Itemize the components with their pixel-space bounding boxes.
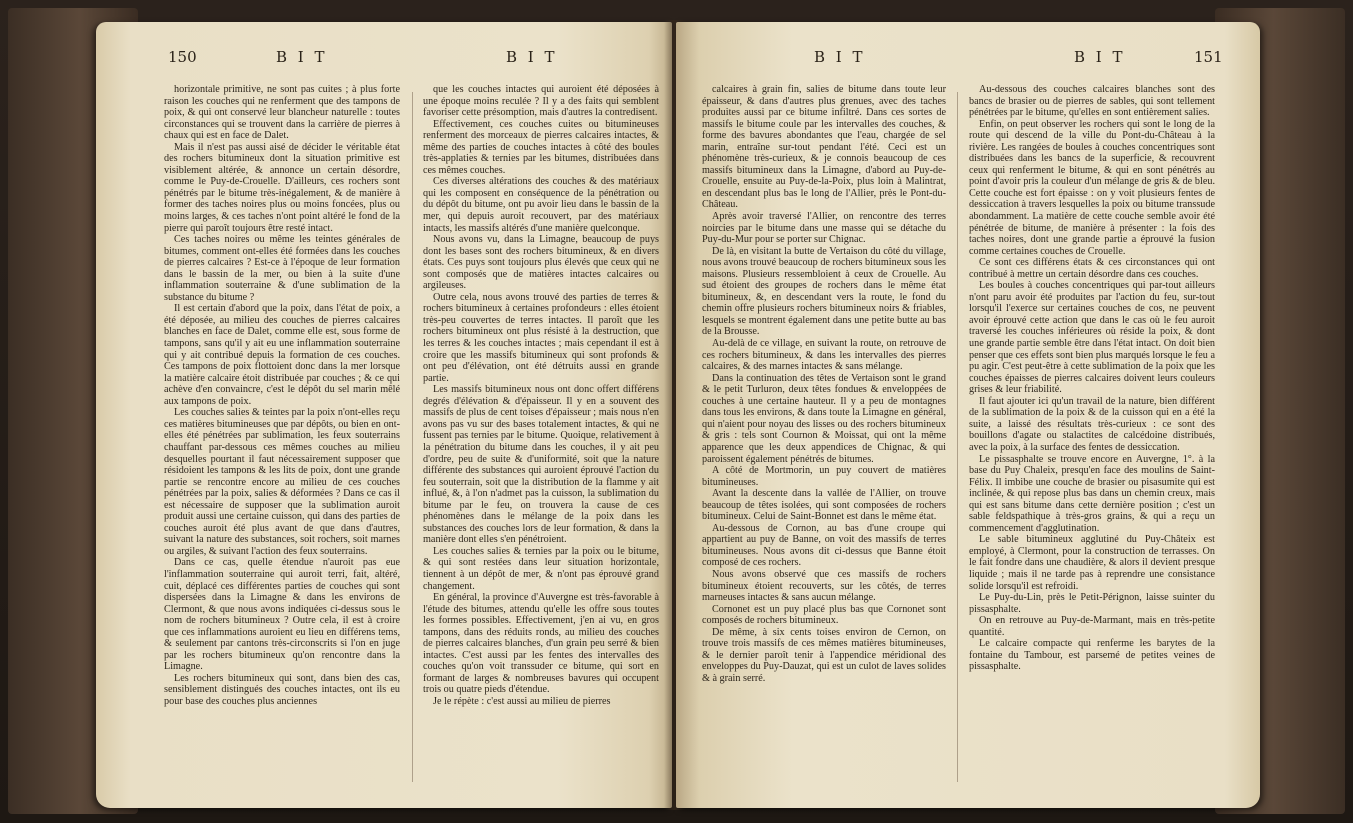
left-running-head-2: B I T: [506, 48, 558, 66]
paragraph: Dans ce cas, quelle étendue n'auroit pas eue l'inflammation souterraine qui auroit terri, fait, altéré, cuit, déplacé ces différentes parties de couches qui sont dispersées dans la Limagne & dans les environs de Clermont, & que nous avons indiquées ci-dessus sous le nom de rochers bitumineux ? Outre cela, il est à croire que ces inflammations auroient eu lieu en différens tems, & seulement par cantons très-circonscrits si l'on en juge par les rochers bitumineux qu'on rencontre dans la Limagne.: [164, 557, 400, 673]
paragraph: Il faut ajouter ici qu'un travail de la nature, bien différent de la sublimation de la poix & de la cuisson qui en a été la suite, a laissé des résultats très-curieux : ce sont des bouillons d'agate ou stalactites de calcédoine distribués, avec la poix, à la surface des fentes de dessiccation.: [969, 395, 1215, 453]
paragraph: De là, en visitant la butte de Vertaison du côté du village, nous avons trouvé beaucoup de rochers bitumineux sous les maisons. Plusieurs ressembloient à ceux de Crouelle. Au sud étoient des groupes de rochers dans le même état bitumineux, &, en descendant vers la route, le fond du chemin offre plusieurs rochers bitumineux noirs & friables, lesquels se montrent également dans une petite butte au bas de la Brousse.: [702, 245, 946, 338]
left-page: [96, 22, 672, 808]
right-page-number: 151: [1194, 48, 1223, 66]
paragraph: Enfin, on peut observer les rochers qui sont le long de la route qui descend de la ville du Pont-du-Château à la rivière. Les rangées de boules à couches concentriques sont distribuées dans les bancs de la superficie, & recouvrent ceux qui renferment le bitume, & qui en sont pénétrés au point d'avoir pris la couleur d'un mélange de gris & de bleu. Cette couche est fort épaisse : on y voit plusieurs fentes de dessiccation à travers lesquelles la poix ou bitume transsude abondamment. La matière de cette couche semble avoir été pénétrée de bitume, de manière à présenter : la fois des taches noires, dont une grande partie a éprouvé la fusion comme certaines couches de Crouelle.: [969, 118, 1215, 257]
paragraph: horizontale primitive, ne sont pas cuites ; à plus forte raison les couches qui ne renferment que des tampons de poix, & qui ont conservé leur blancheur naturelle : toutes circonstances qui se trouvent dans la carrière de pierres à chaux qui est en face de Dalet.: [164, 84, 400, 142]
paragraph: Cornonet est un puy placé plus bas que Cornonet sont composés de rochers bitumineux.: [702, 603, 946, 627]
paragraph: Après avoir traversé l'Allier, on rencontre des terres noircies par le bitume dans une masse qui se détache du Puy-du-Mur pour se porter sur Chignac.: [702, 211, 946, 246]
paragraph: Mais il n'est pas aussi aisé de décider le véritable état des rochers bitumineux dont la situation primitive est visiblement altérée, & annonce un certain désordre, comme le Puy-de-Crouelle. D'ailleurs, ces rochers sont pénétrés par le bitume très-inégalement, & de manière à former des taches noires plus ou moins foncées, plus ou moins larges, & ces taches n'ont point altéré le fond de la pierre qui paroît toujours être resté intact.: [164, 141, 400, 234]
paragraph: Le Puy-du-Lin, près le Petit-Pérignon, laisse suinter du pissasphalte.: [969, 592, 1215, 615]
paragraph: Nous avons vu, dans la Limagne, beaucoup de puys dont les bases sont des rochers bitumineux, & en divers états. Ces puys sont toujours plus élevés que ceux qui ne sont composés que de matières intactes calcaires ou argileuses.: [423, 234, 659, 292]
paragraph: Les boules à couches concentriques qui par-tout ailleurs n'ont paru avoir été produites par l'action du feu, sur-tout lorsqu'il l'exerce sur certaines couches de cos, ne peuvent avoir éprouvé cette action que dans le cas où le feu auroit traversé les couches inférieures où réside la poix, & dont une grande partie semble être dans l'état intact. On doit bien penser que ces effets sont bien plus marqués lorsque le feu a pu agir. C'est peut-être à cette sublimation de la poix que les couches épaisses de pierres calcaires doivent leurs couleurs grises & leur friabilité.: [969, 280, 1215, 396]
paragraph: Dans la continuation des têtes de Vertaison sont le grand & le petit Turluron, deux têtes fondues & enveloppées de couches à une certaine hauteur. Il y a peu de montagnes dans tous les environs, & dans toute la Limagne en général, qui n'aient pour noyau des lisses ou des rochers bitumineux & gris : tels sont Cournon & Moissat, qui ont la même apparence que les deux appendices de Chignac, & qui paroissent également pénétrés de bitumes.: [702, 372, 946, 465]
right-page: [676, 22, 1260, 808]
paragraph: Ce sont ces différens états & ces circonstances qui ont contribué à mettre un certain désordre dans ces couches.: [969, 257, 1215, 280]
right-page-column-1: [702, 84, 946, 794]
paragraph: Nous avons observé que ces massifs de rochers bitumineux étoient recouverts, sur les côtés, de terres marneuses intactes & sans aucun mélange.: [702, 568, 946, 604]
right-running-head-2: B I T: [1074, 48, 1126, 66]
paragraph: Le sable bitumineux agglutiné du Puy-Châteix est employé, à Clermont, pour la construction de terrasses. On le fait fondre dans une chaudière, & alors il devient presque liquide ; mais il ne tarde pas à reprendre une consistance solide lorsqu'il est refroidi.: [969, 534, 1215, 592]
paragraph: Outre cela, nous avons trouvé des parties de terres & rochers bitumineux à certaines profondeurs : elles étoient très-peu couvertes de terres intactes. Il paroît que les rochers bitumineux ont plus résisté à la destruction, que les terres & les couches intactes ; mais cependant il est à croire que les massifs bitumineux qui sont profonds & ont peu d'élévation, ont été détruits aussi en grande partie.: [423, 291, 659, 384]
paragraph: Je le répète : c'est aussi au milieu de pierres: [433, 695, 611, 707]
paragraph: calcaires à grain fin, salies de bitume dans toute leur épaisseur, & dans d'autres plus grenues, avec des taches produites aussi par ce bitume infiltré. Dans ces sortes de massifs le bitume coule par les intervalles des couches, & forme des bavures abondantes que l'eau, chargée de sel marin, entraîne sur-tout pendant l'été. Ceci est un phénomène très-curieux, & je connois beaucoup de ces massifs bitumineux dans la Limagne, d'abord au Puy-de-Crouelle, ensuite au Puy-de-la-Poix, plus loin à Malintrat, en descendant plus bas le long de l'Allier, près le Pont-du-Château.: [702, 84, 946, 211]
left-page-header: [168, 48, 638, 76]
paragraph: Ces diverses altérations des couches & des matériaux qui les composent en conséquence de la pénétration ou du dépôt du bitume, ont pu avoir lieu dans le bassin de la mer, qui depuis auroit recouvert, par des matériaux intacts, les massifs altérés d'une manière quelconque.: [423, 176, 659, 234]
paragraph: Avant la descente dans la vallée de l'Allier, on trouve beaucoup de têtes isolées, qui sont composées de rochers bitumineux. Celui de Saint-Bonnet est dans le même état.: [702, 488, 946, 523]
left-page-column-1: [164, 84, 400, 794]
left-page-number: 150: [168, 48, 197, 66]
paragraph: Ces taches noires ou même les teintes générales de bitumes, comment ont-elles été formées dans les couches de pierres calcaires ? Est-ce à l'époque de leur formation dans le bassin de la mer, ou bien à la suite d'une inflammation souterraine & d'une sublimation de la substance du bitume ?: [164, 234, 400, 303]
paragraph: De même, à six cents toises environ de Cernon, on trouve trois massifs de ces mêmes matières bitumineuses, & le dernier paroît tenir à l'appendice méridional des enveloppes du Puy-Dauzat, qui est un culot de laves solides & à grain serré.: [702, 626, 946, 684]
left-page-column-2: [423, 84, 659, 794]
paragraph: que les couches intactes qui auroient été déposées à une époque moins reculée ? Il y a des faits qui semblent favoriser cette présomption, mais d'autres la contredisent.: [423, 84, 659, 119]
paragraph: Les massifs bitumineux nous ont donc offert différens degrés d'élévation & d'épaisseur. Il y en a souvent des massifs de plus de cent toises d'épaisseur ; mais nous n'en avons pas vu sur des bases totalement intactes, & qui ne fussent pas ternies par le bitume. Quoique, relativement à la pénétration du bitume dans les couches, il y ait peu d'ordre, peu de suite & d'uniformité, soit que la nature différente des substances qui auroient éprouvé l'action du feu souterrain, soit que la distribution de la flamme y ait influé, &, à l'on n'admet pas la cuisson, la sublimation du bitume par le feu, on trouvera la cause de ces phénomènes dans le mélange de la poix dans les substances des couches lors de leur formation, & dans la manière dont elles s'en pénétroient.: [423, 384, 659, 546]
paragraph: Au-delà de ce village, en suivant la route, on retrouve de ces rochers bitumineux, & dans les intervalles des pierres calcaires, & des marnes intactes & sans mélange.: [702, 338, 946, 373]
right-page-column-2: [969, 84, 1215, 794]
paragraph: Au-dessous de Cornon, au bas d'une croupe qui appartient au puy de Banne, on voit des massifs de terres bitumineuses. Nous avons dit ci-dessus que Banne étoit composé de ces rochers.: [702, 522, 946, 569]
left-running-head-1: B I T: [276, 48, 328, 66]
column-divider: [412, 92, 413, 782]
paragraph: Les couches salies & teintes par la poix n'ont-elles reçu ces matières bitumineuses que par dépôts, ou bien en ont-elles été pénétrées par sublimation, les feux souterrains chauffant par-dessous ces mêmes couches au milieu desquelles pourtant il faut nécessairement supposer que résidoient les tampons & les lits de poix, dont une grande partie se rencontre encore au milieu de ces couches pénétrées par la poix, salies & déformées ? Dans ce cas il est nécessaire de supposer que la sublimation auroit produit aussi une certaine cuisson, qui dans des parties de couches auroit été plus avant de que dans d'autres, suivant la nature des substances, soit rochers, soit marnes ou argiles, & suivant l'action des feux souterrains.: [164, 407, 400, 557]
paragraph: Au-dessous des couches calcaires blanches sont des bancs de brasier ou de pierres de sables, qui sont tellement pénétrées par le bitume, qu'elles en sont entièrement salies.: [969, 84, 1215, 119]
paragraph: Il est certain d'abord que la poix, dans l'état de poix, a été déposée, au milieu des couches de pierres calcaires blanches en face de Dalet, comme elle est, sous forme de tampons, sans qu'il y ait eu une inflammation souterraine qui y ait contribué depuis la formation de ces couches. Ces tampons de poix flottoient donc dans la mer lorsque la matière calcaire étoit distribuée par couches ; & ce qui achève d'en convaincre, c'est le dépôt du sel marin mêlé aux tampons de poix.: [164, 303, 400, 407]
column-divider: [957, 92, 958, 782]
paragraph: En général, la province d'Auvergne est très-favorable à l'étude des bitumes, attendu qu'elle les offre sous toutes les formes possibles. Effectivement, j'en ai vu, en gros tampons, dans des réduits ronds, au milieu des couches de pierres calcaires blanches, d'un grain peu serré & bien intactes. C'est aussi par les fentes des intervalles des couches qu'on voit transsuder ce bitume, qui sort en formant de larges & nombreuses bavures qui occupent trois ou quatre pieds d'étendue.: [423, 592, 659, 696]
paragraph: Les rochers bitumineux qui sont, dans bien des cas, sensiblement distingués des couches intactes, ont ils eu pour base des couches plus anciennes: [164, 672, 400, 707]
paragraph: Les couches salies & ternies par la poix ou le bitume, & qui sont restées dans leur situation horizontale, tiennent à un dépôt de mer, & n'ont pas éprouvé grand changement.: [423, 545, 659, 592]
right-running-head-1: B I T: [814, 48, 866, 66]
right-page-header: [704, 48, 1224, 76]
paragraph: Effectivement, ces couches cuites ou bitumineuses renferment des morceaux de pierres calcaires intactes, & même des parties de couches intactes à côté des boules très-applaties & ternies par les bitumes, distribuées dans ces mêmes couches.: [423, 118, 659, 176]
paragraph: Le calcaire compacte qui renferme les barytes de la fontaine du Tambour, est parsemé de petites veines de pissasphalte.: [969, 638, 1215, 673]
paragraph: Le pissasphalte se trouve encore en Auvergne, 1°. à la base du Puy Chaleix, presqu'en face des moulins de Saint-Félix. Il imbibe une couche de brasier ou pisasumite qui est inclinée, & qui repose plus bas dans un chemin creux, mais qui est sans bitume dans cette dernière position ; c'est un sable feldspathique à très-gros grains, & qui a reçu un commencement d'agglutination.: [969, 453, 1215, 534]
paragraph: A côté de Mortmorin, un puy couvert de matières bitumineuses.: [702, 465, 946, 488]
paragraph: On en retrouve au Puy-de-Marmant, mais en très-petite quantité.: [969, 615, 1215, 638]
